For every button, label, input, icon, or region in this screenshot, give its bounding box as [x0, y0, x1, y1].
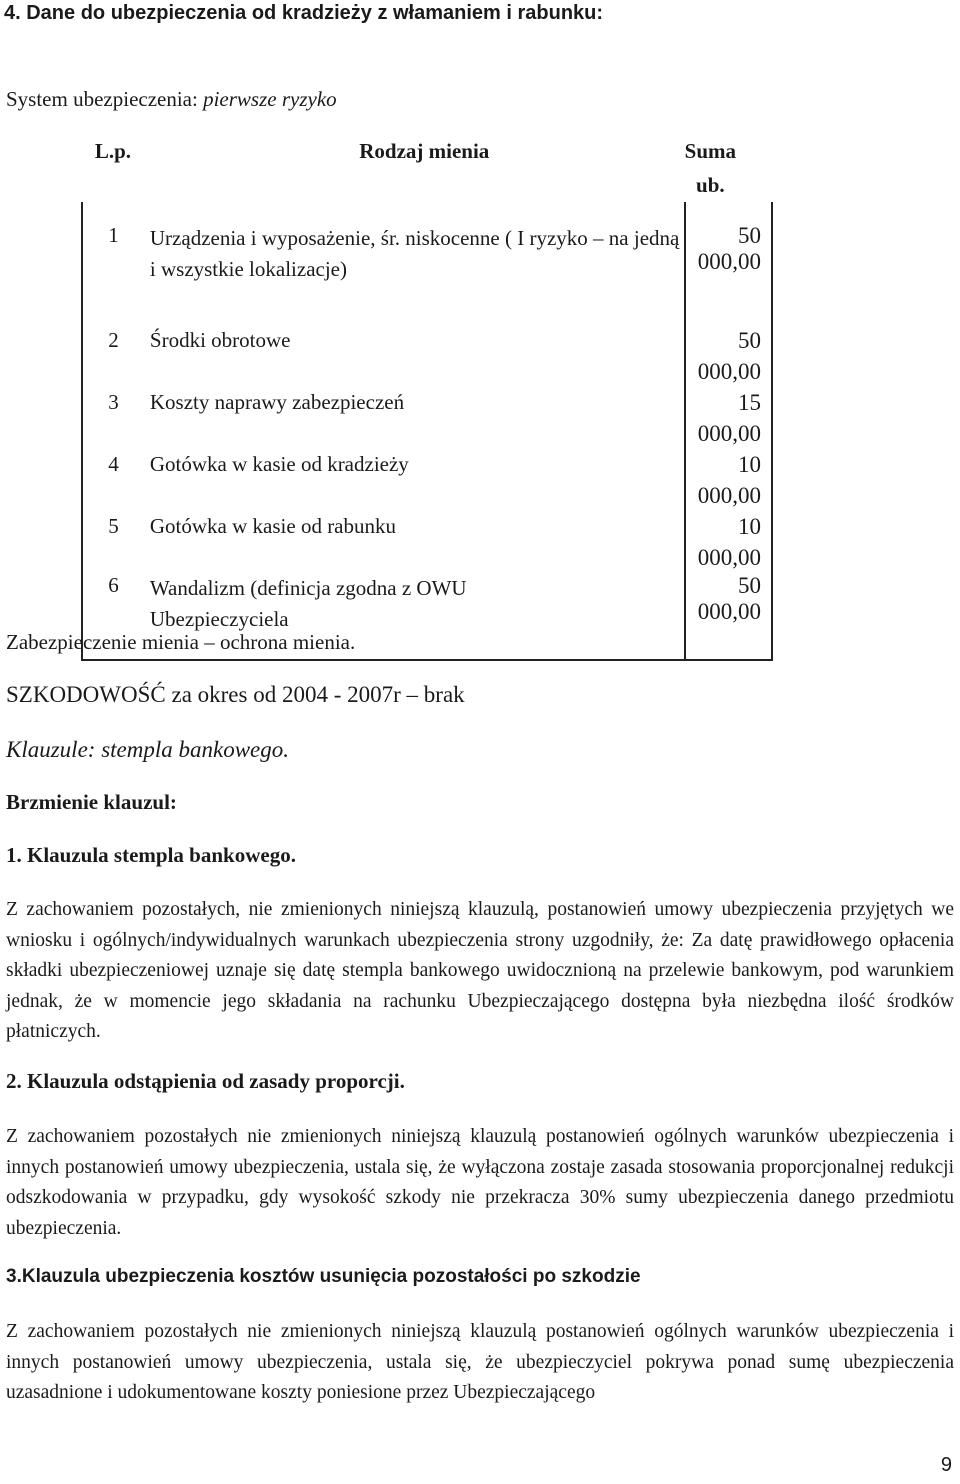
row-property-type: Koszty naprawy zabezpieczeń: [144, 387, 685, 449]
header-property-type: Rodzaj mienia: [359, 139, 490, 163]
row-sum-insured: 50 000,00: [685, 202, 772, 325]
row-property-type: Wandalizm (definicja zgodna z OWU Ubezpieczyciela: [144, 573, 685, 660]
table-header-row: [82, 134, 772, 202]
clauses-wording-label: Brzmienie klauzul:: [6, 790, 177, 814]
table-row: [82, 325, 772, 387]
insurance-system: [6, 87, 337, 112]
row-property-type: Gotówka w kasie od kradzieży: [144, 449, 685, 511]
property-protection: Zabezpieczenie mienia – ochrona mienia.: [6, 630, 356, 654]
row-sum-insured: 15 000,00: [685, 387, 772, 449]
row-lp: 2: [82, 325, 144, 387]
row-sum-insured: 10 000,00: [685, 511, 772, 573]
row-property-type: Urządzenia i wyposażenie, śr. niskocenne ( I ryzyko – na jedną i wszystkie lokalizacje): [144, 202, 685, 325]
header-lp: L.p.: [94, 139, 132, 163]
clause-1-title: 1. Klauzula stempla bankowego.: [6, 843, 296, 867]
clause-3-title: 3.Klauzula ubezpieczenia kosztów usunięcia pozostałości po szkodzie: [6, 1266, 641, 1287]
clause-1-text: Z zachowaniem pozostałych, nie zmienionych niniejszą klauzulą, postanowień umowy ubezpieczenia przyjętych we wniosku i ogólnych/indywidualnych warunkach ubezpieczenia strony uzgodniły, że: Za datę prawidłowego opłacenia składki ubezpieczeniowej uznaje się datę stempla bankowego uwidocznioną na przelewie bankowym, pod warunkiem jednak, że w momencie jego składania na rachunku Ubezpieczającego dostępna była niezbędna ilość środków płatniczych.: [6, 899, 954, 1042]
insurance-system-value: pierwsze ryzyko: [203, 87, 337, 111]
table-row: [82, 449, 772, 511]
header-sum-insured: Suma ub.: [684, 139, 736, 197]
insurance-system-label: System ubezpieczenia:: [6, 87, 204, 111]
row-sum-insured: 50 000,00: [685, 325, 772, 387]
table-row: [82, 387, 772, 449]
clauses-title: Klauzule: stempla bankowego.: [6, 737, 289, 762]
row-sum-insured: 50 000,00: [685, 573, 772, 660]
row-property-type: Środki obrotowe: [144, 325, 685, 387]
section-heading: 4. Dane do ubezpieczenia od kradzieży z włamaniem i rabunku:: [4, 2, 604, 24]
row-lp: 4: [82, 449, 144, 511]
page-number: 9: [940, 1454, 952, 1476]
clause-3-text: Z zachowaniem pozostałych nie zmienionych niniejszą klauzulą postanowień ogólnych warunków ubezpieczenia i innych postanowień umowy ubezpieczenia, ustala się, że ubezpieczyciel pokrywa ponad sumę ubezpieczenia uzasadnione i udokumentowane koszty poniesione przez Ubezpieczającego: [6, 1321, 954, 1403]
clause-2-text: Z zachowaniem pozostałych nie zmienionych niniejszą klauzulą postanowień ogólnych warunków ubezpieczenia i innych postanowień umowy ubezpieczenia, ustala się, że wyłączona zostaje zasada stosowania proporcjonalnej redukcji odszkodowania w przypadku, gdy wysokość szkody nie przekracza 30% sumy ubezpieczenia danego przedmiotu ubezpieczenia.: [6, 1126, 954, 1239]
row-sum-insured: 10 000,00: [685, 449, 772, 511]
table-row: [82, 202, 772, 325]
row-lp: 6: [82, 573, 144, 660]
row-lp: 1: [82, 202, 144, 325]
clause-2-title: 2. Klauzula odstąpienia od zasady proporcji.: [6, 1069, 405, 1093]
claims-history: SZKODOWOŚĆ za okres od 2004 - 2007r – brak: [6, 682, 465, 707]
insured-property-table: [81, 134, 773, 661]
row-property-type: Gotówka w kasie od rabunku: [144, 511, 685, 573]
row-lp: 5: [82, 511, 144, 573]
row-lp: 3: [82, 387, 144, 449]
table-row: [82, 511, 772, 573]
